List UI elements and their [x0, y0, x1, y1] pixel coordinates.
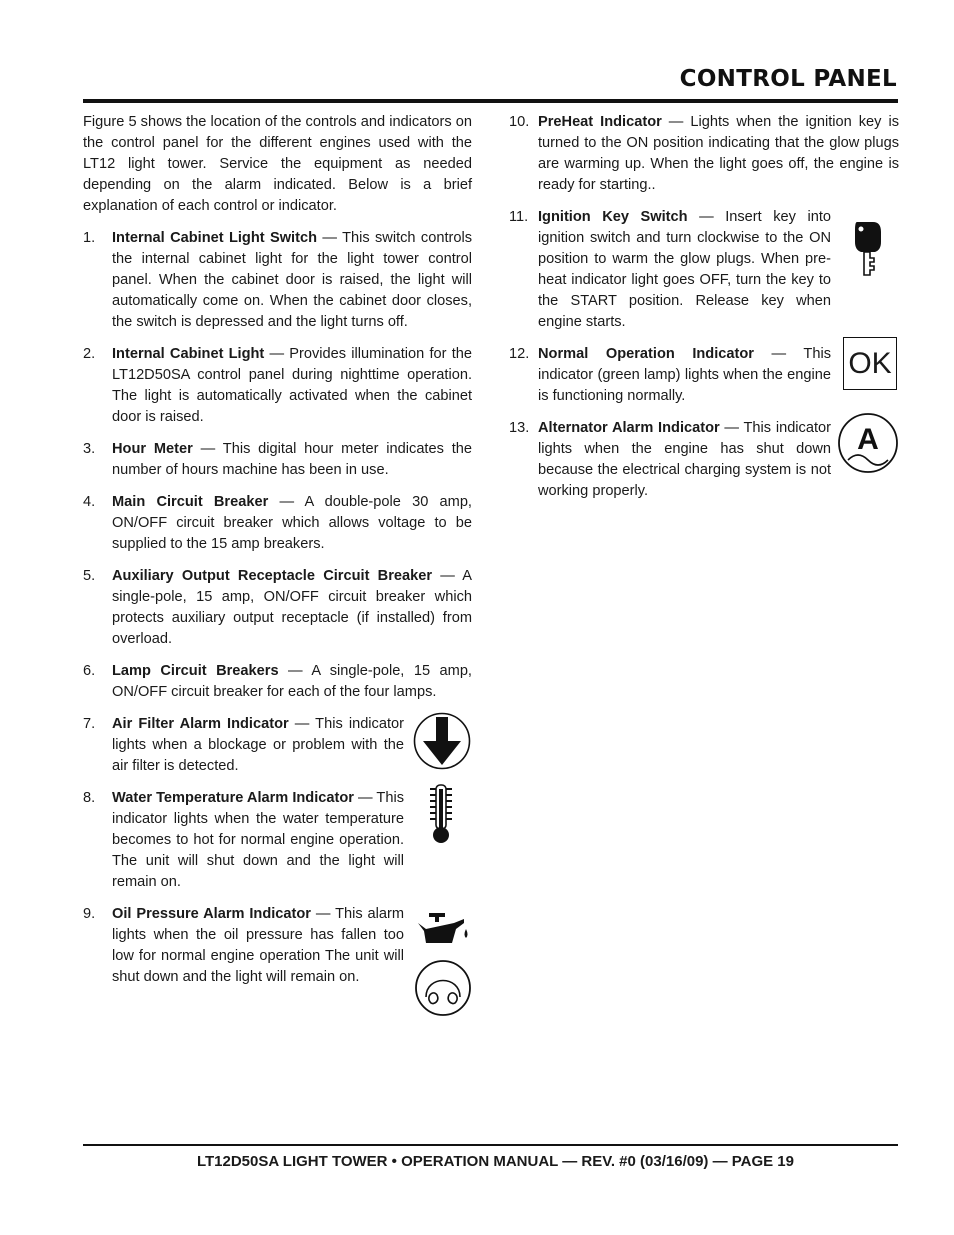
item-term: Normal Operation Indicator [538, 346, 754, 362]
item-desc: — This alarm lights when the oil pressure has fallen too low for normal engine operation The unit will shut down and the light will remain on. [112, 906, 405, 985]
item-desc: — Insert key into ignition switch and turn clockwise to the ON position to warm the glow plugs. When pre-heat indicator light goes OFF, turn the key to the START position. Release key when engine starts. [538, 209, 831, 330]
item-term: Lamp Circuit Breakers [112, 663, 279, 679]
item-term: Hour Meter [112, 441, 193, 457]
list-item [83, 661, 472, 703]
ok-label: OK [848, 346, 892, 380]
item-number: 13. [509, 420, 530, 436]
item-desc: — A double-pole 30 amp, ON/OFF circuit breaker which allows voltage to be supplied to the 15 amp breakers. [112, 494, 472, 552]
list-item [83, 344, 472, 428]
item-desc: — A single-pole, 15 amp, ON/OFF circuit breaker which protects auxiliary output receptacle (if installed) from overload. [112, 568, 472, 647]
key-icon [853, 220, 883, 285]
list-item [509, 418, 899, 502]
item-number: 11. [509, 209, 529, 225]
item-term: Internal Cabinet Light Switch [112, 230, 318, 246]
item-number: 6. [83, 663, 96, 679]
item-number: 1. [83, 230, 96, 246]
item-term: Oil Pressure Alarm Indicator [112, 906, 311, 922]
item-number: 8. [83, 790, 96, 806]
item-desc: — This switch controls the internal cabinet light for the light tower control panel. When the cabinet door is raised, the light will automatically come on. When the cabinet door closes, the switch is depressed and the light turns off. [112, 230, 473, 330]
list-item [83, 492, 472, 555]
list-item [83, 714, 472, 777]
item-number: 12. [509, 346, 530, 362]
item-desc: — This indicator lights when the water temperature becomes to hot for normal engine operation. The unit will shut down and the light will remain on. [112, 790, 404, 890]
list-item [83, 788, 472, 893]
item-term: Ignition Key Switch [538, 209, 688, 225]
item-desc: — This indicator lights when a blockage or problem with the air filter is detected. [112, 716, 404, 774]
right-column [509, 112, 899, 513]
item-desc: — This indicator lights when the engine has shut down because the electrical charging system is not working properly. [538, 420, 831, 499]
list-item [83, 439, 472, 481]
item-number: 9. [83, 906, 96, 922]
list-item [83, 228, 472, 333]
item-number: 7. [83, 716, 96, 732]
list-item [83, 904, 472, 988]
item-number: 4. [83, 494, 96, 510]
item-number: 2. [83, 346, 96, 362]
list-item [509, 344, 899, 407]
item-desc: — This indicator (green lamp) lights when the engine is functioning normally. [538, 346, 832, 404]
item-term: Internal Cabinet Light [112, 346, 265, 362]
alternator-letter: A [857, 423, 879, 456]
footer-rule [83, 1144, 898, 1146]
item-number: 10. [509, 114, 530, 130]
item-term: PreHeat Indicator [538, 114, 662, 130]
list-item [509, 112, 899, 196]
ok-icon [843, 337, 897, 390]
page-title: CONTROL PANEL [679, 66, 897, 92]
air-filter-arrow-icon [413, 712, 471, 777]
list-item [83, 566, 472, 650]
left-column [83, 112, 472, 999]
item-term: Main Circuit Breaker [112, 494, 269, 510]
page-footer: LT12D50SA LIGHT TOWER • OPERATION MANUAL — REV. #0 (03/16/09) — PAGE 19 [196, 1153, 794, 1170]
item-term: Alternator Alarm Indicator [538, 420, 720, 436]
item-number: 5. [83, 568, 96, 584]
item-desc: — This digital hour meter indicates the number of hours machine has been in use. [112, 441, 473, 478]
thermometer-icon [424, 783, 458, 852]
item-desc: — A single-pole, 15 amp, ON/OFF circuit breaker for each of the four lamps. [112, 663, 472, 700]
item-term: Air Filter Alarm Indicator [112, 716, 289, 732]
item-desc: — Lights when the ignition key is turned to the ON position indicating that the glow plugs are warming up. When the light goes off, the engine is ready for starting.. [538, 114, 900, 193]
item-number: 3. [83, 441, 96, 457]
oil-can-icon [412, 911, 472, 952]
item-term: Water Temperature Alarm Indicator [112, 790, 354, 806]
intro-paragraph: Figure 5 shows the location of the controls and indicators on the control panel for the different engines used with the LT12 light tower. Service the equipment as needed depending on the alarm indicated. Below is a brief explanation of each control or indicator. [83, 114, 472, 214]
item-desc: — Provides illumination for the LT12D50SA control panel during nighttime operation. The light is automatically activated when the cabinet door is raised. [112, 346, 473, 425]
oil-pressure-gauge-icon [414, 959, 472, 1024]
alternator-icon [837, 412, 899, 481]
header-rule [83, 99, 898, 103]
item-term: Auxiliary Output Receptacle Circuit Breaker [112, 568, 433, 584]
list-item [509, 207, 899, 333]
